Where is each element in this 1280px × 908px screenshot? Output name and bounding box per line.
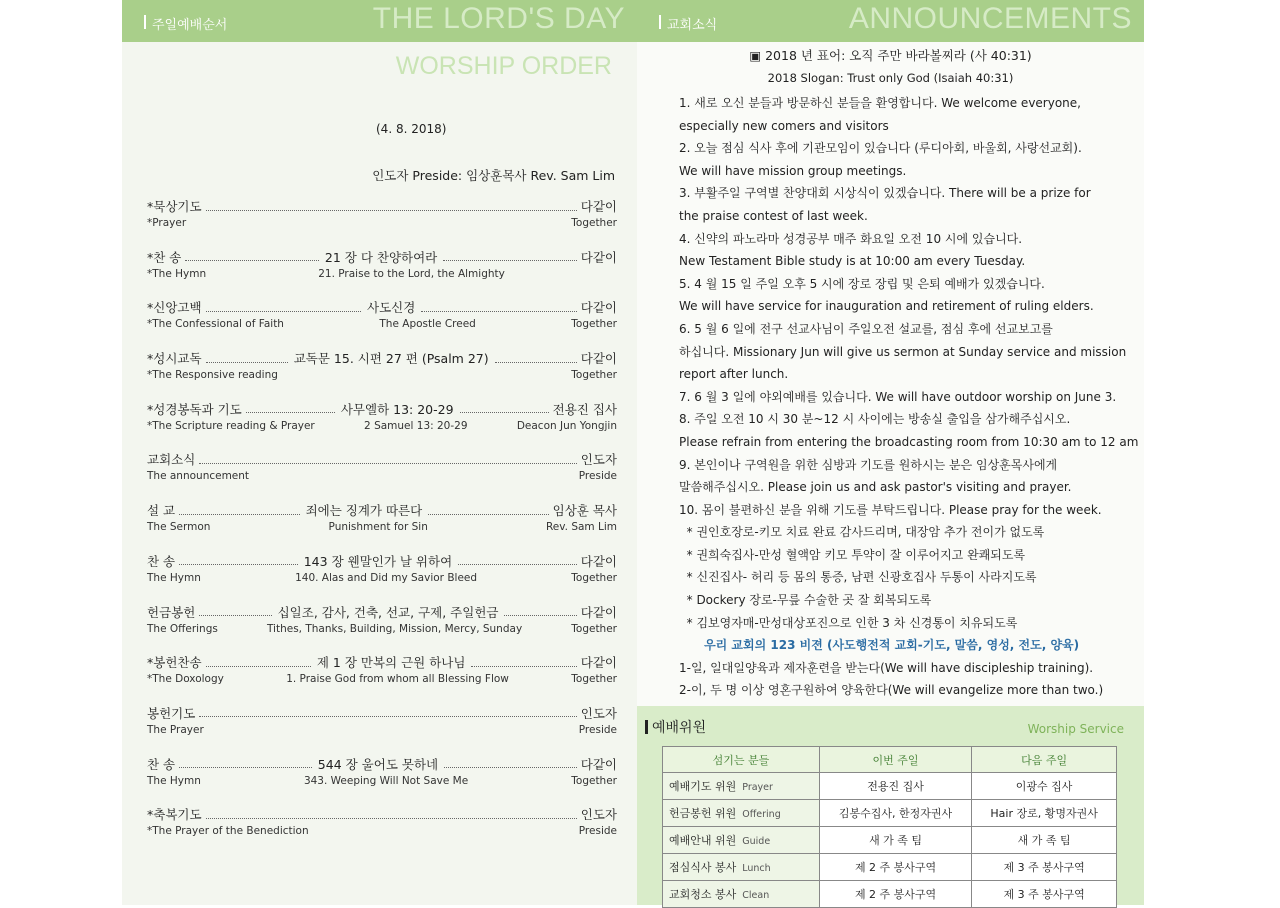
announcement-line: Please refrain from entering the broadcasting room from 10:30 am to 12 am bbox=[679, 434, 1139, 449]
worship-item-english bbox=[147, 369, 617, 383]
worship-item-korean bbox=[147, 704, 617, 722]
leader-dots bbox=[460, 412, 549, 413]
leader-dots bbox=[444, 767, 577, 768]
leader-dots bbox=[179, 514, 299, 515]
item-title-en: *The Confessional of Faith bbox=[147, 318, 284, 331]
worship-item-english bbox=[147, 470, 617, 484]
preside-line: 인도자 Preside: 임상훈목사 Rev. Sam Lim bbox=[372, 168, 615, 183]
item-leader-en: Together bbox=[571, 673, 617, 686]
table-row bbox=[663, 800, 1117, 827]
worship-item-korean bbox=[147, 805, 617, 823]
next-sunday-cell: 제 3 주 봉사구역 bbox=[972, 854, 1117, 881]
announcement-line: 8. 주일 오전 10 시 30 분~12 시 사이에는 방송실 출입을 삼가해주십시오. bbox=[679, 412, 1071, 427]
worship-item bbox=[147, 248, 617, 299]
announcement-line: 말씀해주십시오. Please join us and ask pastor's visiting and prayer. bbox=[679, 480, 1072, 495]
item-leader-en: Together bbox=[571, 774, 617, 787]
role-cell bbox=[663, 881, 820, 908]
announcement-line: 3. 부활주일 구역별 찬양대회 시상식이 있겠습니다. There will be a prize for bbox=[679, 186, 1091, 201]
item-detail: 교독문 15. 시편 27 편 (Psalm 27) bbox=[293, 351, 489, 367]
worship-order-subtitle: WORSHIP ORDER bbox=[395, 52, 612, 80]
worship-item-korean bbox=[147, 298, 617, 316]
worship-item-korean bbox=[147, 400, 617, 418]
item-title-en: *The Scripture reading & Prayer bbox=[147, 419, 315, 432]
worship-item-english bbox=[147, 825, 617, 839]
item-detail-en: Punishment for Sin bbox=[328, 521, 428, 534]
item-detail: 제 1 장 만복의 근원 하나님 bbox=[316, 655, 466, 671]
worship-order-header bbox=[122, 0, 637, 42]
item-title-en: *The Prayer of the Benediction bbox=[147, 825, 309, 838]
item-title: *묵상기도 bbox=[147, 199, 202, 214]
item-leader: 다같이 bbox=[580, 249, 617, 265]
announcement-line: 2-이, 두 명 이상 영혼구원하여 양육한다(We will evangelize more than two.) bbox=[679, 683, 1104, 698]
worship-item bbox=[147, 400, 617, 451]
announcement-line: 1-일, 일대일양육과 제자훈련을 받는다(We will have discipleship training). bbox=[679, 660, 1094, 675]
announcement-line: * 신진집사- 허리 등 몸의 통증, 남편 신광호집사 두통이 사라지도록 bbox=[679, 570, 1037, 585]
worship-item bbox=[147, 298, 617, 349]
item-leader-en: Together bbox=[571, 217, 617, 229]
item-leader-en: Preside bbox=[578, 470, 617, 483]
item-leader-en: Rev. Sam Lim bbox=[545, 521, 617, 534]
role-name-en: Offering bbox=[742, 809, 781, 820]
worship-item-korean bbox=[147, 248, 617, 266]
item-detail: 21 장 다 찬양하여라 bbox=[324, 249, 438, 265]
item-title-en: *The Hymn bbox=[147, 267, 207, 280]
item-leader: 전용진 집사 bbox=[552, 401, 618, 417]
leader-dots bbox=[199, 716, 576, 717]
announcement-line: 7. 6 월 3 일에 야외예배를 있습니다. We will have outdoor worship on June 3. bbox=[679, 389, 1117, 404]
item-title-en: The Prayer bbox=[147, 723, 204, 736]
worship-item bbox=[147, 197, 617, 248]
worship-item-korean bbox=[147, 603, 617, 621]
item-title: 교회소식 bbox=[147, 452, 196, 468]
item-leader: 인도자 bbox=[580, 705, 617, 721]
role-name-en: Lunch bbox=[742, 863, 771, 874]
leader-dots bbox=[206, 210, 577, 211]
item-detail-en: The Apostle Creed bbox=[379, 318, 476, 331]
worship-service-panel bbox=[637, 706, 1144, 905]
announcement-line: 4. 신약의 파노라마 성경공부 매주 화요일 오전 10 시에 있습니다. bbox=[679, 231, 1023, 246]
item-leader: 다같이 bbox=[580, 199, 617, 214]
worship-item-english bbox=[147, 268, 617, 282]
next-sunday-cell: 새 가 족 팀 bbox=[972, 827, 1117, 854]
item-detail-en bbox=[204, 724, 579, 738]
item-leader-en: Together bbox=[571, 369, 617, 382]
worship-item-korean bbox=[147, 552, 617, 570]
role-name-en: Prayer bbox=[742, 782, 773, 793]
next-sunday-cell: 이광수 집사 bbox=[972, 773, 1117, 800]
item-detail: 544 장 울어도 못하네 bbox=[317, 756, 439, 772]
item-detail: 143 장 웬말인가 날 위하여 bbox=[303, 553, 453, 569]
table-row bbox=[663, 773, 1117, 800]
item-detail-en bbox=[249, 470, 579, 484]
this-sunday-cell: 김봉수집사, 한정자권사 bbox=[819, 800, 971, 827]
announcement-line: report after lunch. bbox=[679, 367, 789, 382]
item-title-en: The Hymn bbox=[147, 774, 201, 787]
worship-service-title: 예배위원 bbox=[652, 717, 706, 737]
announcement-line: 6. 5 월 6 일에 전구 선교사님이 주일오전 설교를, 점심 후에 선교보고를 bbox=[679, 321, 1053, 336]
leader-dots bbox=[443, 260, 577, 261]
announcement-line: * Dockery 장로-무릎 수술한 곳 잘 회복되도록 bbox=[679, 593, 932, 608]
announcement-line: * 김보영자매-만성대상포진으로 인한 3 차 신경통이 치유되도록 bbox=[679, 615, 1018, 630]
item-detail-en: 2 Samuel 13: 20-29 bbox=[364, 419, 468, 432]
slogan-english: 2018 Slogan: Trust only God (Isaiah 40:31) bbox=[767, 71, 1014, 85]
item-title: 헌금봉헌 bbox=[147, 604, 196, 620]
item-title-en: *The Doxology bbox=[147, 673, 224, 686]
this-sunday-cell: 전용진 집사 bbox=[819, 773, 971, 800]
leader-dots bbox=[421, 311, 576, 312]
item-leader: 인도자 bbox=[580, 807, 617, 823]
worship-item-english bbox=[147, 673, 617, 687]
announcement-line: * 권인호장로-키모 치료 완료 감사드리며, 대장암 추가 전이가 없도록 bbox=[679, 525, 1045, 540]
worship-item bbox=[147, 349, 617, 400]
role-name: 점심식사 봉사 bbox=[669, 861, 737, 874]
announcement-line: 9. 본인이나 구역원을 위한 심방과 기도를 원하시는 분은 임상훈목사에게 bbox=[679, 457, 1058, 472]
item-leader: 다같이 bbox=[580, 655, 617, 671]
worship-order-list bbox=[147, 197, 617, 856]
leader-dots bbox=[246, 412, 335, 413]
item-detail-en: Tithes, Thanks, Building, Mission, Mercy, Sunday bbox=[266, 622, 523, 635]
item-title-en: *The Responsive reading bbox=[147, 369, 278, 382]
worship-item-korean bbox=[147, 501, 617, 519]
item-leader: 다같이 bbox=[580, 604, 618, 620]
item-title: *신앙고백 bbox=[147, 300, 202, 316]
leader-dots bbox=[428, 514, 548, 515]
table-row bbox=[663, 854, 1117, 881]
item-detail-en: 21. Praise to the Lord, the Almighty bbox=[318, 267, 505, 280]
item-leader: 다같이 bbox=[580, 300, 618, 316]
worship-order-label: 주일예배순서 bbox=[152, 14, 227, 33]
leader-dots bbox=[179, 767, 312, 768]
worship-order-page bbox=[122, 0, 637, 905]
role-cell bbox=[663, 827, 820, 854]
role-cell bbox=[663, 800, 820, 827]
item-leader: 다같이 bbox=[580, 351, 618, 367]
announcement-line: 2. 오늘 점심 식사 후에 기관모임이 있습니다 (루디아회, 바울회, 사랑선교회). bbox=[679, 141, 1082, 156]
worship-item-korean bbox=[147, 653, 617, 671]
worship-item bbox=[147, 450, 617, 501]
item-leader: 임상훈 목사 bbox=[552, 503, 618, 519]
worship-item-korean bbox=[147, 755, 617, 773]
item-detail-en bbox=[309, 825, 579, 839]
item-title-en: The Offerings bbox=[147, 622, 218, 635]
header-servers: 섬기는 분들 bbox=[663, 747, 820, 773]
slogan-korean: ▣ 2018 년 표어: 오직 주만 바라볼찌라 (사 40:31) bbox=[749, 48, 1032, 63]
role-name: 예배안내 위원 bbox=[669, 834, 737, 847]
item-leader-en: Deacon Jun Yongjin bbox=[516, 419, 617, 432]
announcement-line: New Testament Bible study is at 10:00 am every Tuesday. bbox=[679, 254, 1026, 269]
leader-dots bbox=[504, 615, 576, 616]
announcements-label: 교회소식 bbox=[667, 14, 717, 33]
worship-item-english bbox=[147, 724, 617, 738]
item-leader: 다같이 bbox=[580, 553, 618, 569]
worship-item-english bbox=[147, 420, 617, 434]
announcement-line: We will have mission group meetings. bbox=[679, 163, 907, 178]
role-name: 예배기도 위원 bbox=[669, 780, 737, 793]
worship-item bbox=[147, 805, 617, 856]
leader-dots bbox=[206, 666, 311, 667]
worship-item-english bbox=[147, 318, 617, 332]
item-detail-en: 343. Weeping Will Not Save Me bbox=[303, 774, 469, 787]
service-date: (4. 8. 2018) bbox=[376, 122, 447, 136]
worship-item-english bbox=[147, 775, 617, 789]
worship-service-table bbox=[662, 746, 1117, 908]
announcement-line: the praise contest of last week. bbox=[679, 208, 868, 223]
table-row bbox=[663, 827, 1117, 854]
announcement-line: 1. 새로 오신 분들과 방문하신 분들을 환영합니다. We welcome everyone, bbox=[679, 96, 1081, 110]
worship-service-subtitle: Worship Service bbox=[1027, 722, 1124, 736]
item-title: *봉헌찬송 bbox=[147, 655, 202, 671]
item-leader: 인도자 bbox=[580, 452, 617, 468]
worship-item bbox=[147, 653, 617, 704]
item-title: *성경봉독과 기도 bbox=[147, 401, 242, 417]
announcements-page bbox=[637, 0, 1144, 905]
role-name: 헌금봉헌 위원 bbox=[669, 807, 737, 820]
announcement-line: 하십니다. Missionary Jun will give us sermon at Sunday service and mission bbox=[679, 344, 1127, 359]
announcements-title: ANNOUNCEMENTS bbox=[848, 2, 1132, 35]
item-detail: 사무엘하 13: 20-29 bbox=[340, 401, 454, 417]
role-cell bbox=[663, 773, 820, 800]
worship-item-korean bbox=[147, 349, 617, 367]
header-next-sunday: 다음 주일 bbox=[972, 747, 1117, 773]
item-title: 찬 송 bbox=[147, 756, 176, 772]
item-title: 봉헌기도 bbox=[147, 705, 196, 721]
this-sunday-cell: 제 2 주 봉사구역 bbox=[819, 854, 971, 881]
worship-item bbox=[147, 704, 617, 755]
item-leader-en: Preside bbox=[578, 825, 617, 838]
announcements-header bbox=[637, 0, 1144, 42]
announcement-line: 우리 교회의 123 비젼 (사도행전적 교회-기도, 말씀, 영성, 전도, 양육) bbox=[679, 638, 1080, 653]
next-sunday-cell: Hair 장로, 황명자권사 bbox=[972, 800, 1117, 827]
role-name: 교회청소 봉사 bbox=[669, 888, 737, 901]
item-title-en: The Hymn bbox=[147, 571, 201, 584]
worship-item-korean bbox=[147, 450, 617, 468]
item-detail: 사도신경 bbox=[367, 300, 416, 316]
item-title-en: The Sermon bbox=[147, 521, 211, 534]
announcement-line: * 권희숙집사-만성 혈액암 키모 투약이 잘 이루어지고 완쾌되도록 bbox=[679, 547, 1026, 562]
announcement-line: 10. 몸이 불편하신 분을 위해 기도를 부탁드립니다. Please pray for the week. bbox=[679, 502, 1102, 517]
item-leader-en: Preside bbox=[578, 723, 617, 736]
worship-item bbox=[147, 501, 617, 552]
item-detail-en bbox=[278, 369, 571, 383]
worship-item-korean bbox=[147, 197, 617, 215]
header-this-sunday: 이번 주일 bbox=[819, 747, 971, 773]
this-sunday-cell: 제 2 주 봉사구역 bbox=[819, 881, 971, 908]
item-leader-en: Together bbox=[571, 622, 617, 635]
table-row bbox=[663, 881, 1117, 908]
worship-item bbox=[147, 552, 617, 603]
leader-dots bbox=[206, 818, 577, 819]
worship-item-english bbox=[147, 217, 617, 231]
leader-dots bbox=[185, 260, 319, 261]
item-title-en: The announcement bbox=[147, 470, 250, 483]
this-sunday-cell: 새 가 족 팀 bbox=[819, 827, 971, 854]
lords-day-title: THE LORD'S DAY bbox=[372, 2, 625, 35]
item-title-en: *Prayer bbox=[147, 217, 187, 229]
table-header-row bbox=[663, 747, 1117, 773]
leader-dots bbox=[206, 362, 288, 363]
worship-item bbox=[147, 755, 617, 806]
item-title: *축복기도 bbox=[147, 807, 202, 823]
role-name-en: Guide bbox=[742, 836, 771, 847]
item-title: 설 교 bbox=[147, 503, 176, 519]
leader-dots bbox=[199, 463, 576, 464]
item-title: *찬 송 bbox=[147, 249, 182, 265]
item-title: 찬 송 bbox=[147, 553, 176, 569]
leader-dots bbox=[458, 564, 577, 565]
item-detail-en: 140. Alas and Did my Savior Bleed bbox=[295, 571, 478, 584]
item-leader-en: Together bbox=[571, 571, 617, 584]
worship-item-english bbox=[147, 623, 617, 637]
item-detail-en: 1. Praise God from whom all Blessing Flow bbox=[286, 673, 509, 686]
role-cell bbox=[663, 854, 820, 881]
leader-dots bbox=[495, 362, 577, 363]
announcement-list bbox=[679, 92, 1139, 725]
worship-item-english bbox=[147, 521, 617, 535]
announcement-line: We will have service for inauguration and retirement of ruling elders. bbox=[679, 299, 1094, 314]
leader-dots bbox=[206, 311, 361, 312]
leader-dots bbox=[471, 666, 576, 667]
announcement-line: especially new comers and visitors bbox=[679, 118, 889, 133]
worship-item bbox=[147, 603, 617, 654]
item-leader: 다같이 bbox=[580, 756, 618, 772]
item-title: *성시교독 bbox=[147, 351, 202, 367]
leader-dots bbox=[199, 615, 271, 616]
item-detail: 십일조, 감사, 건축, 선교, 구제, 주일헌금 bbox=[277, 604, 499, 620]
worship-item-english bbox=[147, 572, 617, 586]
announcement-line: 5. 4 월 15 일 주일 오후 5 시에 장로 장립 및 은퇴 예배가 있겠습니다. bbox=[679, 276, 1045, 291]
item-detail: 죄에는 징계가 따른다 bbox=[305, 503, 423, 519]
item-detail-en bbox=[186, 217, 571, 231]
item-leader-en: Together bbox=[571, 318, 617, 331]
leader-dots bbox=[179, 564, 298, 565]
role-name-en: Clean bbox=[742, 890, 770, 901]
next-sunday-cell: 제 3 주 봉사구역 bbox=[972, 881, 1117, 908]
